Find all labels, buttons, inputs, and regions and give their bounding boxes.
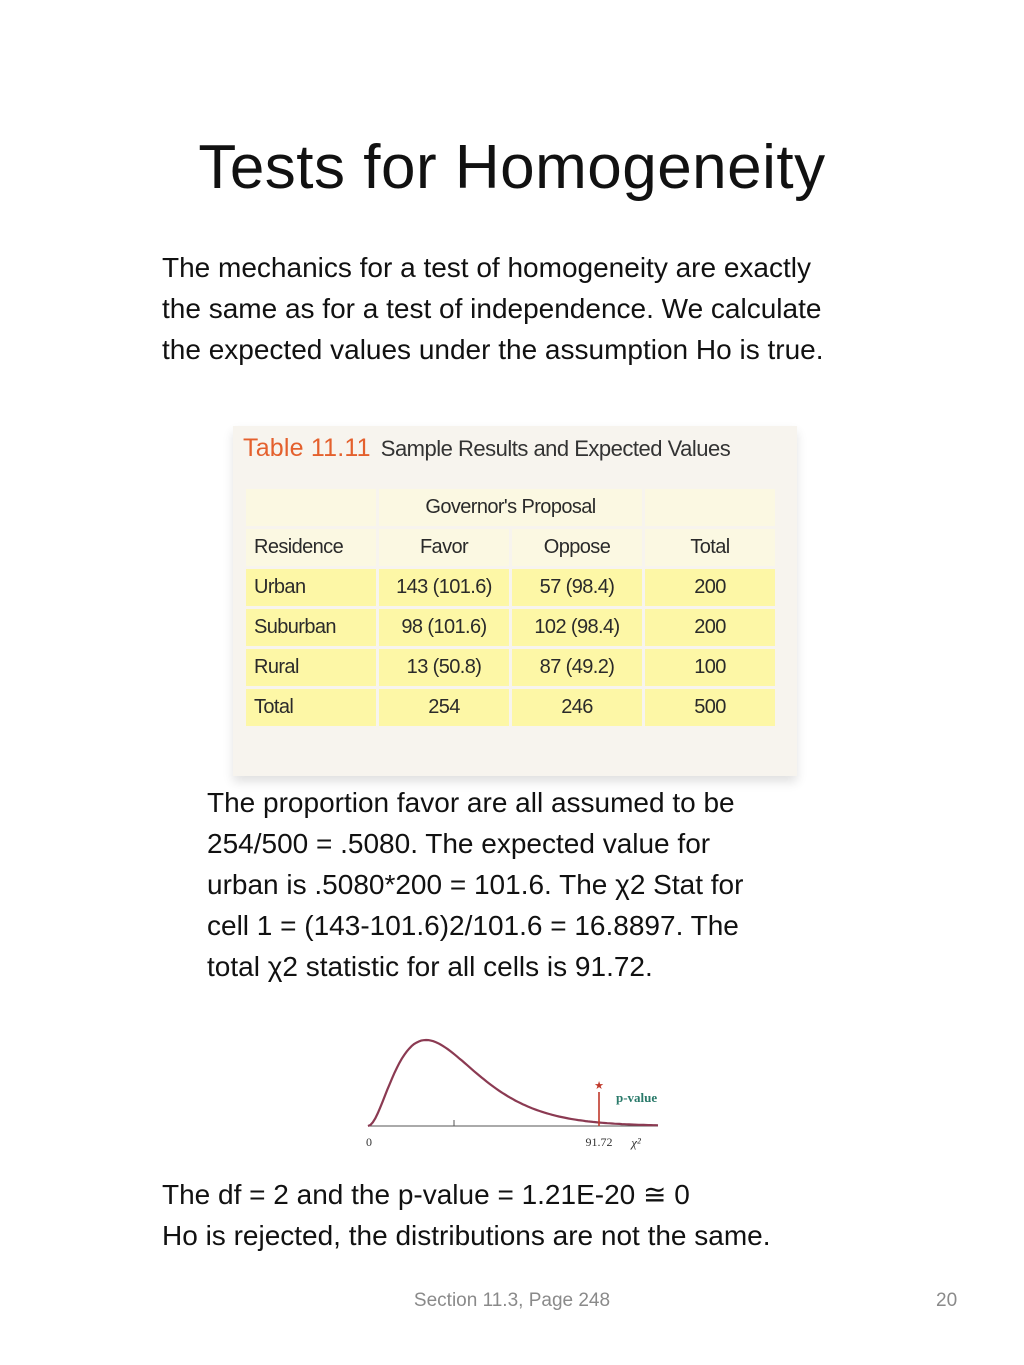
table-row xyxy=(246,569,775,606)
page-title: Tests for Homogeneity xyxy=(198,133,826,202)
intro-paragraph xyxy=(162,247,824,370)
x-origin-label: 0 xyxy=(366,1135,372,1149)
intro-line: the expected values under the assumption Ho is true. xyxy=(162,334,824,365)
table-cell: 254 xyxy=(379,689,509,726)
column-header: Oppose xyxy=(512,529,642,566)
table-cell: Total xyxy=(246,689,376,726)
table-row xyxy=(246,649,775,686)
results-table xyxy=(243,486,778,729)
conclusion-paragraph xyxy=(162,1174,771,1256)
column-header-row xyxy=(246,529,775,566)
group-header-row xyxy=(246,489,775,526)
group-header: Governor's Proposal xyxy=(379,489,642,526)
table-cell: 102 (98.4) xyxy=(512,609,642,646)
explanation-line: 254/500 = .5080. The expected value for xyxy=(207,828,711,859)
chi-square-chart xyxy=(358,1030,678,1155)
table-cell: 87 (49.2) xyxy=(512,649,642,686)
explanation-line: The proportion favor are all assumed to be xyxy=(207,787,735,818)
table-cell: 100 xyxy=(645,649,775,686)
table-cell: 13 (50.8) xyxy=(379,649,509,686)
empty-cell xyxy=(246,489,376,526)
table-cell: 143 (101.6) xyxy=(379,569,509,606)
table-cell: Suburban xyxy=(246,609,376,646)
table-figure xyxy=(233,426,797,776)
table-cell: Urban xyxy=(246,569,376,606)
table-number: Table 11.11 xyxy=(243,434,371,462)
table-row xyxy=(246,689,775,726)
star-icon: ★ xyxy=(594,1079,604,1092)
table-row xyxy=(246,609,775,646)
column-header: Total xyxy=(645,529,775,566)
conclusion-line: The df = 2 and the p-value = 1.21E-20 ≅ 0 xyxy=(162,1179,690,1210)
table-cell: 98 (101.6) xyxy=(379,609,509,646)
density-curve xyxy=(368,1040,658,1126)
x-marker-label: 91.72 xyxy=(585,1135,613,1149)
table-cell: 500 xyxy=(645,689,775,726)
explanation-line: cell 1 = (143-101.6)2/101.6 = 16.8897. The xyxy=(207,910,739,941)
table-cell: 200 xyxy=(645,569,775,606)
p-value-label: p-value xyxy=(616,1090,658,1105)
table-cell: Rural xyxy=(246,649,376,686)
page-number: 20 xyxy=(936,1290,958,1311)
column-header: Favor xyxy=(379,529,509,566)
column-header: Residence xyxy=(246,529,376,566)
explanation-line: urban is .5080*200 = 101.6. The χ2 Stat for xyxy=(207,869,744,900)
intro-line: The mechanics for a test of homogeneity are exactly xyxy=(162,252,811,283)
table-heading xyxy=(243,434,730,463)
table-caption: Sample Results and Expected Values xyxy=(380,436,731,461)
explanation-line: total χ2 statistic for all cells is 91.72. xyxy=(207,951,653,982)
intro-line: the same as for a test of independence. We calculate xyxy=(162,293,822,324)
footer-source: Section 11.3, Page 248 xyxy=(413,1290,611,1311)
table-cell: 57 (98.4) xyxy=(512,569,642,606)
x-axis-symbol: χ² xyxy=(631,1135,641,1150)
empty-cell xyxy=(645,489,775,526)
table-cell: 200 xyxy=(645,609,775,646)
explanation-paragraph xyxy=(207,782,743,987)
table-cell: 246 xyxy=(512,689,642,726)
conclusion-line: Ho is rejected, the distributions are not the same. xyxy=(162,1220,771,1251)
